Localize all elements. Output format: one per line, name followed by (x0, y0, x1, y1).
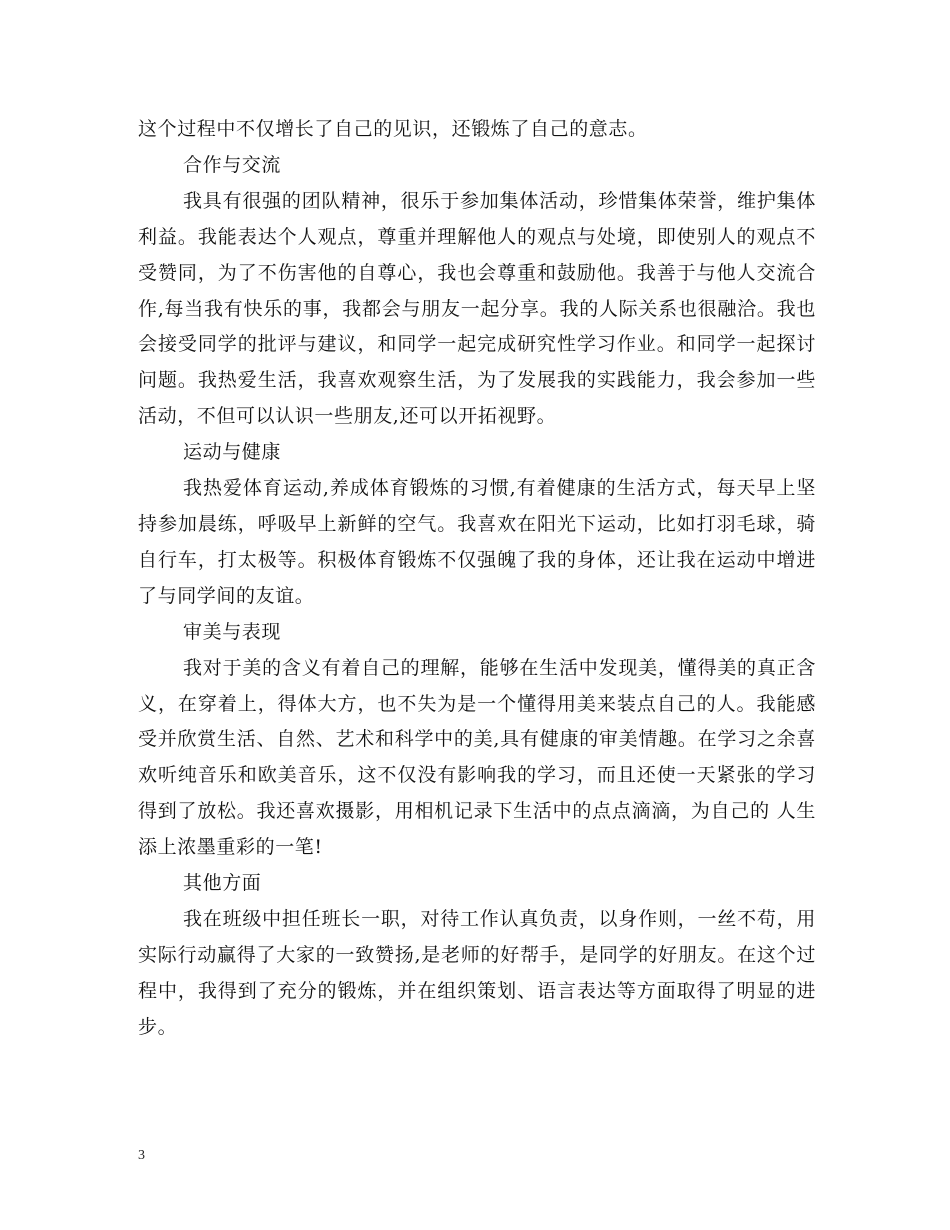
page-number: 3 (138, 1148, 145, 1163)
paragraph-cooperation: 我具有很强的团队精神，很乐于参加集体活动，珍惜集体荣誉，维护集体利益。我能表达个人观点，尊重并理解他人的观点与处境，即使别人的观点不受赞同，为了不伤害他的自尊心，我也会尊重和鼓励他。我善于与他人交流合作,每当我有快乐的事，我都会与朋友一起分享。我的人际关系也很融洽。我也会接受同学的批评与建议，和同学一起完成研究性学习作业。和同学一起探讨问题。我热爱生活，我喜欢观察生活，为了发展我的实践能力，我会参加一些活动，不但可以认识一些朋友,还可以开拓视野。 (138, 189, 816, 428)
section-heading-other: 其他方面 (183, 872, 262, 895)
section-heading-cooperation: 合作与交流 (183, 153, 282, 176)
paragraph-aesthetics: 我对于美的含义有着自己的理解，能够在生活中发现美，懂得美的真正含义，在穿着上，得体大方，也不失为是一个懂得用美来装点自己的人。我能感受并欣赏生活、自然、艺术和科学中的美,具有健康的审美情趣。在学习之余喜欢听纯音乐和欧美音乐，这不仅没有影响我的学习，而且还使一天紧张的学习得到了放松。我还喜欢摄影，用相机记录下生活中的点点滴滴，为自己的 人生添上浓墨重彩的一笔! (138, 656, 816, 859)
section-heading-aesthetics: 审美与表现 (183, 620, 282, 643)
document-body (138, 112, 816, 1046)
paragraph-continuation: 这个过程中不仅增长了自己的见识，还锻炼了自己的意志。 (138, 118, 648, 140)
section-heading-sports: 运动与健康 (183, 441, 282, 464)
paragraph-sports: 我热爱体育运动,养成体育锻炼的习惯,有着健康的生活方式，每天早上坚持参加晨练，呼吸早上新鲜的空气。我喜欢在阳光下运动，比如打羽毛球，骑自行车，打太极等。积极体育锻炼不仅强魄了我的身体，还让我在运动中增进了与同学间的友谊。 (138, 477, 816, 607)
paragraph-other: 我在班级中担任班长一职，对待工作认真负责，以身作则，一丝不苟，用实际行动赢得了大家的一致赞扬,是老师的好帮手，是同学的好朋友。在这个过程中，我得到了充分的锻炼，并在组织策划、语言表达等方面取得了明显的进步。 (138, 907, 816, 1038)
